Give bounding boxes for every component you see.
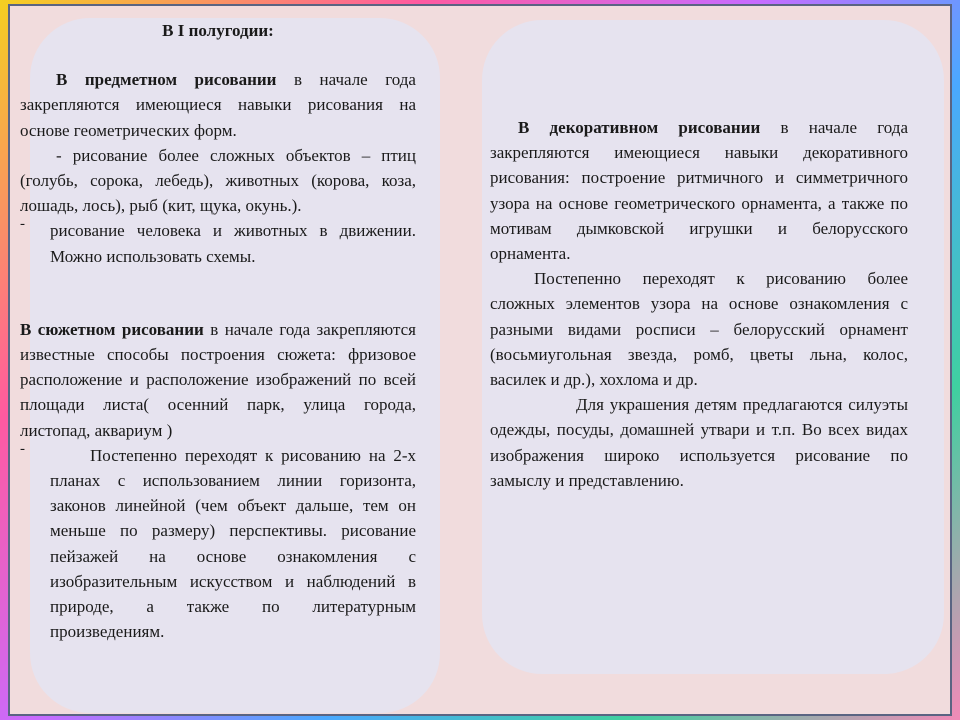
bullet-marker: - bbox=[20, 216, 25, 233]
bullet-two-plans: - Постепенно переходят к рисованию на 2-х планах с использованием линии горизонта, законов линейной (чем объект дальше, тем он меньше по размеру) перспективы. рисование пейзажей на основе ознакомления с изобразительным искусством и наблюдений в природе, а также по литературным произведениям. bbox=[20, 443, 416, 645]
bullet-human-animals: - рисование человека и животных в движении. Можно использовать схемы. bbox=[20, 218, 416, 268]
silhouettes-paragraph: Для украшения детям предлагаются силуэты одежды, посуды, домашней утвари и т.п. Во всех видах изображения широко используется рисование по замыслу и представлению. bbox=[490, 395, 908, 490]
complex-objects-paragraph: - рисование более сложных объектов – птиц (голубь, сорока, лебедь), животных (корова, коза, лошадь, лось), рыб (кит, щука, окунь.). bbox=[20, 145, 416, 216]
first-half-heading: В I полугодии: bbox=[162, 21, 274, 40]
right-text-block bbox=[490, 115, 908, 493]
decorative-drawing-paragraph: В декоративном рисовании в начале года закрепляются имеющиеся навыки декоративного рисования: построение ритмичного и симметричного узора на основе геометрического орнамента, а также по мотивам дымковской игрушки и белорусского орнамента. bbox=[490, 118, 908, 264]
left-text-block bbox=[20, 18, 416, 644]
bullet-marker: - bbox=[20, 440, 25, 457]
subject-drawing-paragraph: В предметном рисовании в начале года закрепляются имеющиеся навыки рисования на основе геометрических форм. bbox=[20, 70, 416, 140]
plot-drawing-paragraph: В сюжетном рисовании в начале года закрепляются известные способы построения сюжета: фризовое расположение и расположение изображений по всей площади листа( осенний парк, улица города, листопад, аквариум ) bbox=[20, 319, 416, 440]
complex-patterns-paragraph: Постепенно переходят к рисованию более сложных элементов узора на основе ознакомления с разными видами росписи – белорусский орнамент (восьмиугольная звезда, ромб, цветы льна, колос, василек и др.), хохлома и др. bbox=[490, 269, 908, 390]
